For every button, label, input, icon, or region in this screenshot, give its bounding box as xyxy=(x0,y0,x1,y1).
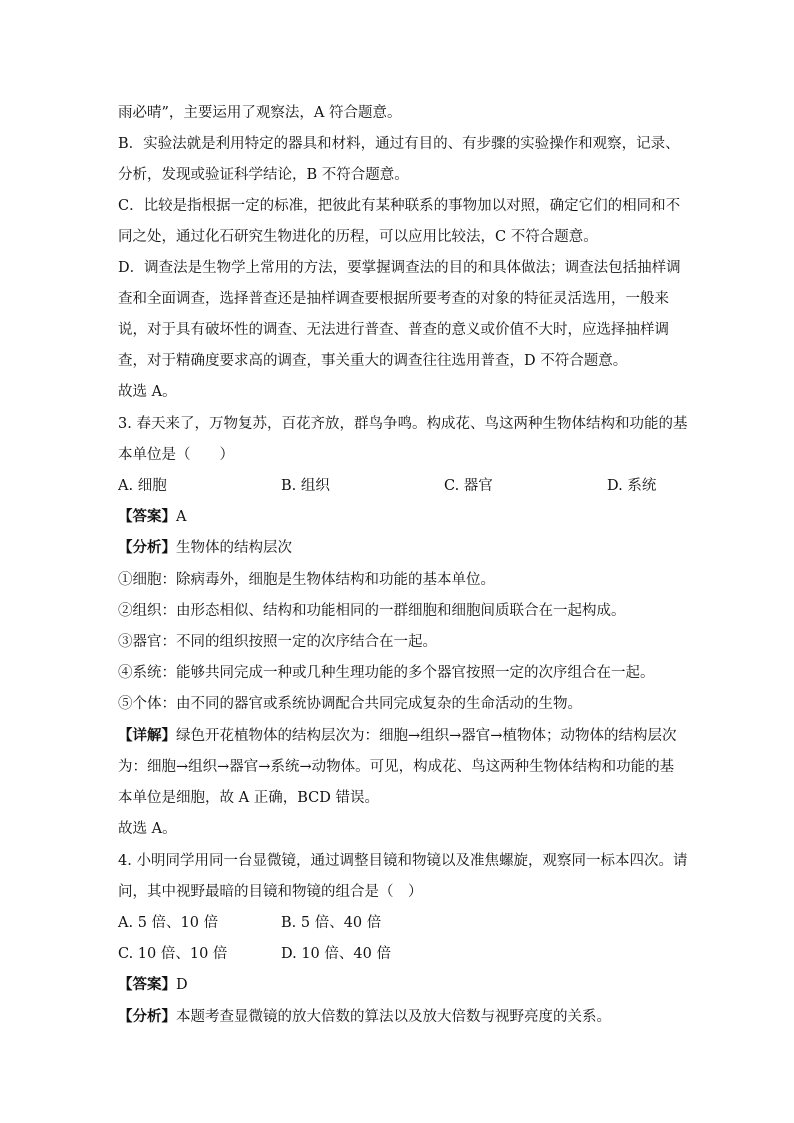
analysis-tag: 【分析】 xyxy=(118,540,176,556)
structure-point: ②组织：由形态相似、结构和功能相同的一群细胞和细胞间质联合在一起构成。 xyxy=(118,603,626,619)
text-line: 同之处，通过化石研究生物进化的历程，可以应用比较法，C 不符合题意。 xyxy=(118,229,598,245)
detail-text: 绿色开花植物体的结构层次为：细胞→组织→器官→植物体；动物体的结构层次 xyxy=(176,728,677,744)
structure-point: ④系统：能够共同完成一种或几种生理功能的多个器官按照一定的次序组合在一起。 xyxy=(118,665,655,681)
answer-value: A xyxy=(176,509,187,525)
q3-analysis-line xyxy=(118,538,678,558)
text-line: B．实验法就是利用特定的器具和材料，通过有目的、有步骤的实验操作和观察，记录、 xyxy=(118,136,680,152)
structure-point: ③器官：不同的组织按照一定的次序结合在一起。 xyxy=(118,634,437,650)
q3-detail-line: 为：细胞→组织→器官→系统→动物体。可见，构成花、鸟这两种生物体结构和功能的基 xyxy=(118,759,675,775)
structure-point: ⑤个体：由不同的器官或系统协调配合共同完成复杂的生命活动的生物。 xyxy=(118,696,582,712)
analysis-tag: 【分析】 xyxy=(118,1009,176,1025)
q3-choice-c: C. 器官 xyxy=(444,478,493,494)
text-line: 分析，发现或验证科学结论，B 不符合题意。 xyxy=(118,167,409,183)
text-line: 雨必晴”，主要运用了观察法，A 符合题意。 xyxy=(118,105,402,121)
analysis-text: 生物体的结构层次 xyxy=(176,540,292,556)
answer-tag: 【答案】 xyxy=(118,509,176,525)
q3-choice-a: A. 细胞 xyxy=(118,478,167,494)
q3-answer-line xyxy=(118,507,678,527)
answer-tag: 【答案】 xyxy=(118,977,176,993)
structure-point: ①细胞：除病毒外，细胞是生物体结构和功能的基本单位。 xyxy=(118,572,495,588)
q4-analysis-line xyxy=(118,1007,678,1027)
text-line: 故选 A。 xyxy=(118,384,177,400)
analysis-text: 本题考查显微镜的放大倍数的算法以及放大倍数与视野亮度的关系。 xyxy=(176,1009,611,1025)
detail-tag: 【详解】 xyxy=(118,728,176,744)
q3-choice-d: D. 系统 xyxy=(607,478,657,494)
q4-choice-a: A. 5 倍、10 倍 xyxy=(118,915,219,931)
question-3-stem: 3. 春天来了，万物复苏，百花齐放，群鸟争鸣。构成花、鸟这两种生物体结构和功能的基 xyxy=(118,416,688,432)
q3-detail-line: 本单位是细胞，故 A 正确，BCD 错误。 xyxy=(118,790,379,806)
text-line: 查和全面调查，选择普查还是抽样调查要根据所要考查的对象的特征灵活选用，一般来 xyxy=(118,291,669,307)
q4-choice-b: B. 5 倍、40 倍 xyxy=(281,915,382,931)
q3-conclusion: 故选 A。 xyxy=(118,821,177,837)
q4-answer-line xyxy=(118,975,678,995)
question-3-stem: 本单位是（ ） xyxy=(118,447,234,463)
q4-choice-c: C. 10 倍、10 倍 xyxy=(118,946,228,962)
q3-choice-b: B. 组织 xyxy=(281,478,330,494)
question-4-stem: 4. 小明同学用同一台显微镜，通过调整目镜和物镜以及准焦螺旋，观察同一标本四次。请 xyxy=(118,853,688,869)
q3-detail-line xyxy=(118,726,678,746)
question-4-stem: 问，其中视野最暗的目镜和物镜的组合是（ ） xyxy=(118,884,423,900)
text-line: 查，对于精确度要求高的调查，事关重大的调查往往选用普查，D 不符合题意。 xyxy=(118,353,628,369)
q4-choice-d: D. 10 倍、40 倍 xyxy=(281,946,391,962)
answer-value: D xyxy=(176,977,188,993)
text-line: C．比较是指根据一定的标准，把彼此有某种联系的事物加以对照，确定它们的相同和不 xyxy=(118,198,681,214)
text-line: D．调查法是生物学上常用的方法，要掌握调查法的目的和具体做法；调查法包括抽样调 xyxy=(118,260,681,276)
text-line: 说，对于具有破坏性的调查、无法进行普查、普查的意义或价值不大时，应选择抽样调 xyxy=(118,322,669,338)
